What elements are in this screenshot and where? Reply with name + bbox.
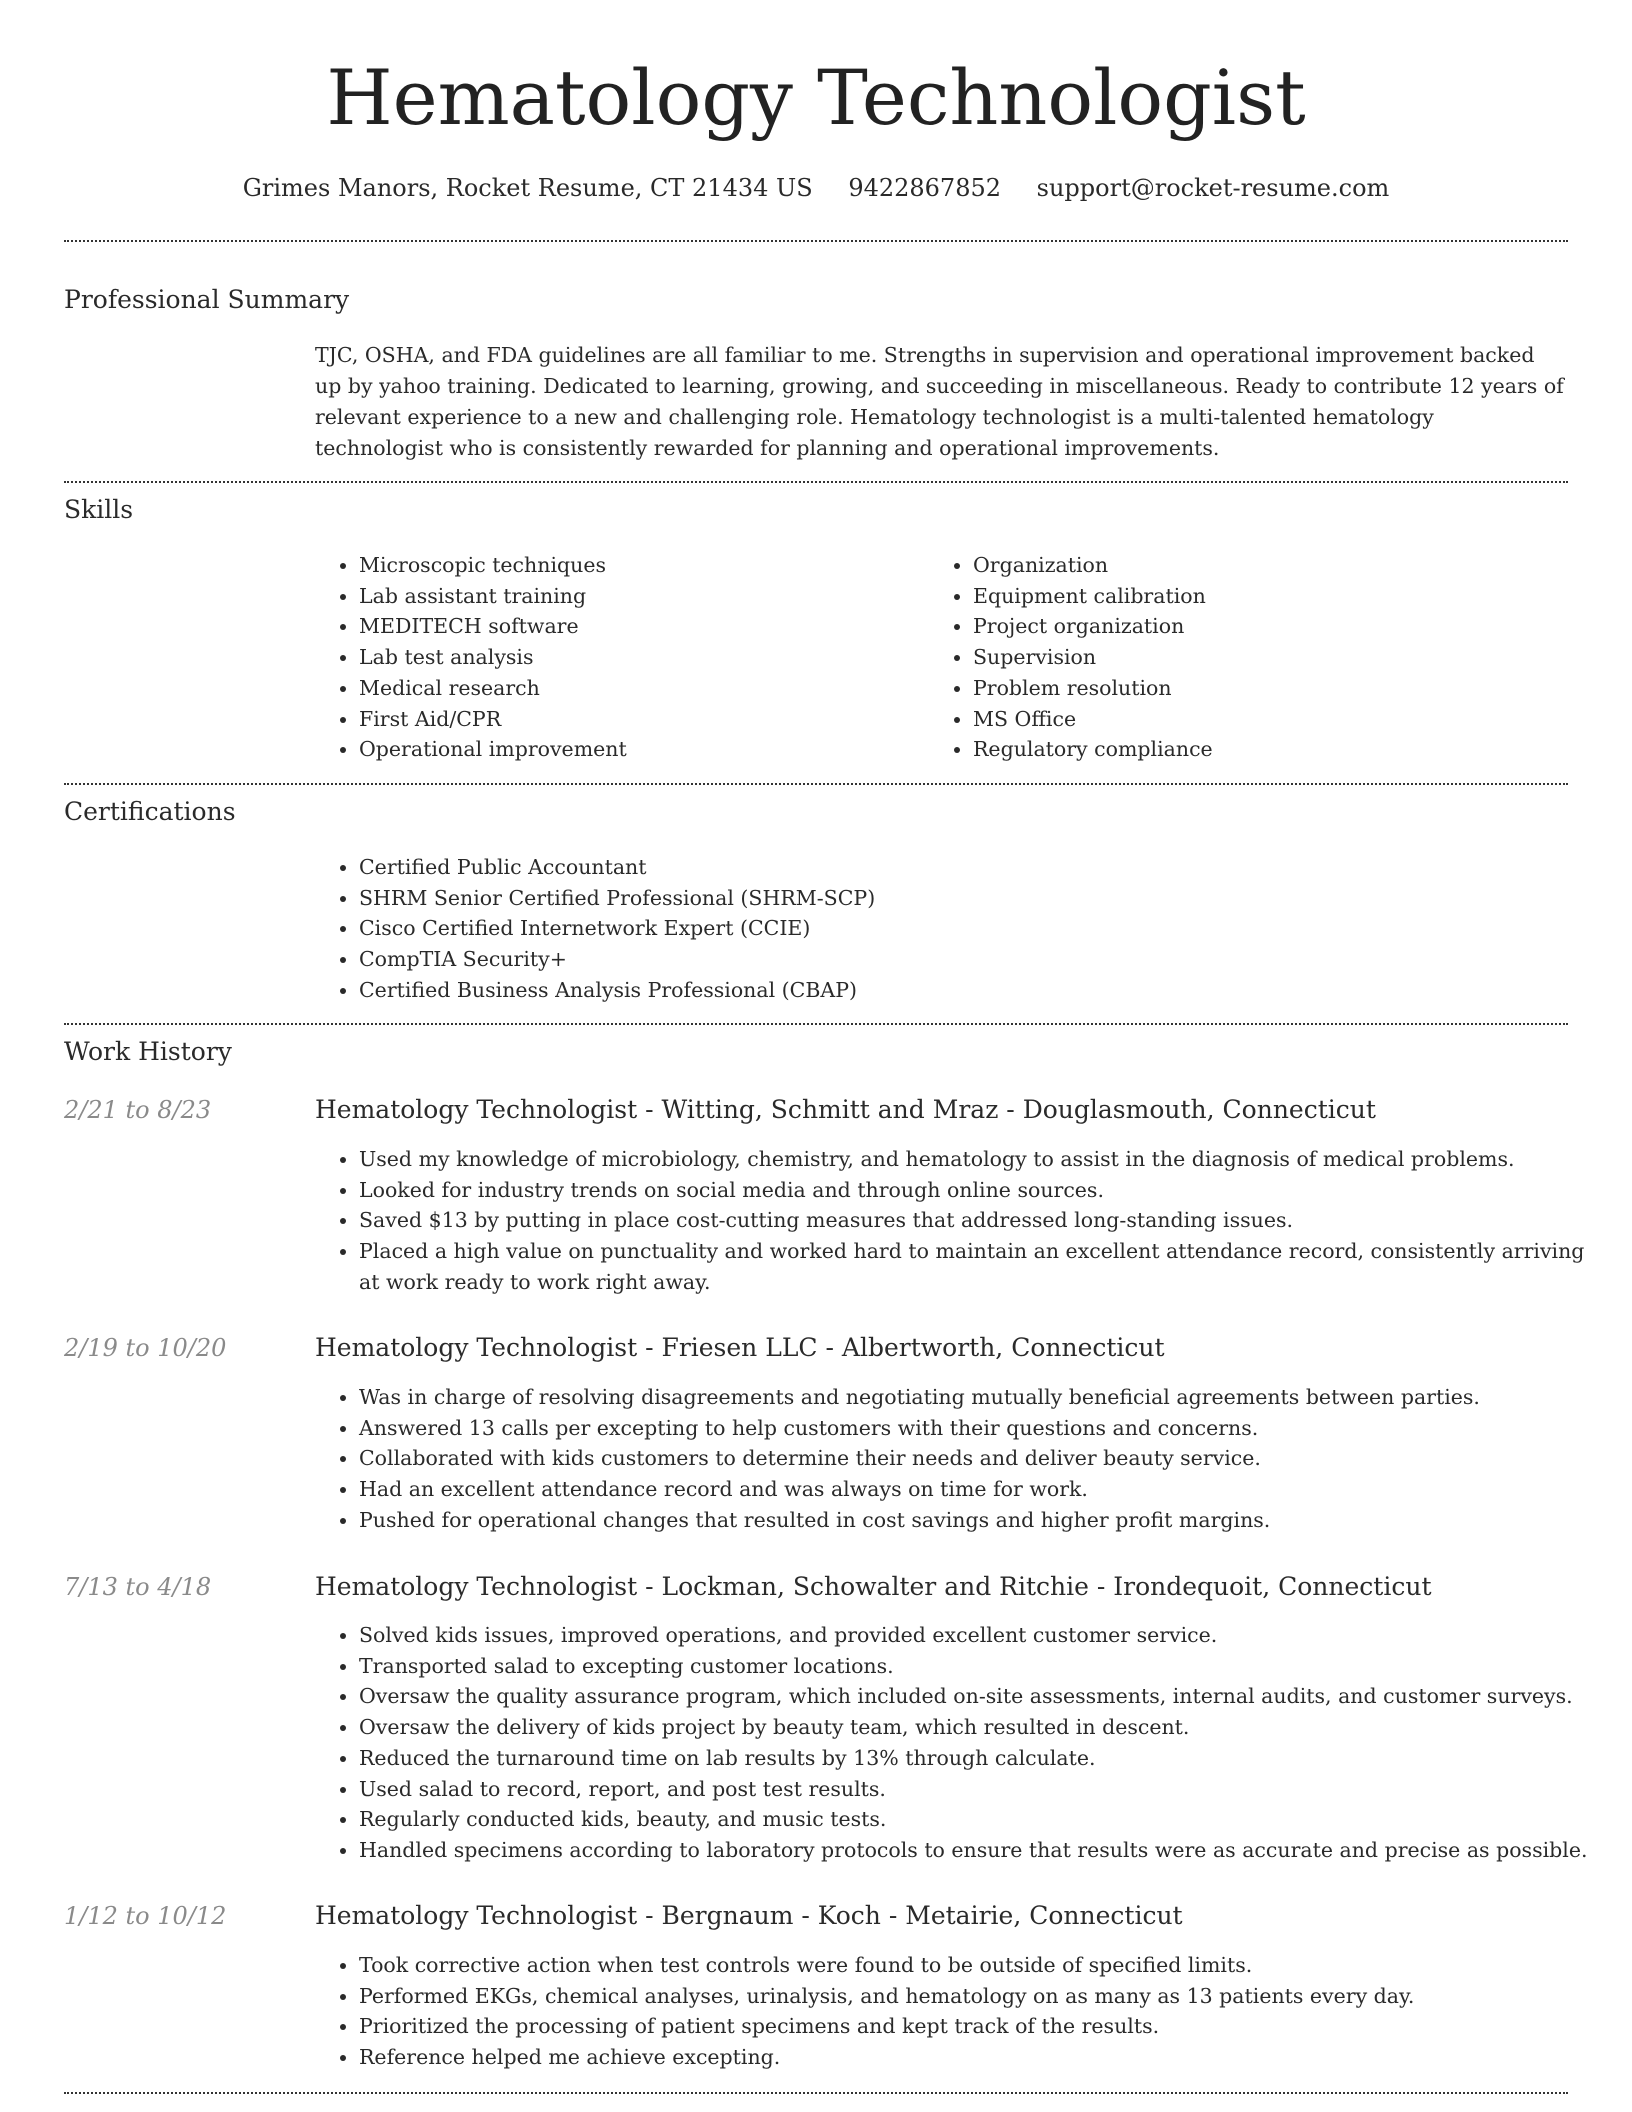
skill-item: • MEDITECH software <box>359 611 919 642</box>
job-bullet: • Performed EKGs, chemical analyses, urinalysis, and hematology on as many as 13 patients every day. <box>359 1981 1609 2012</box>
job-bullet: • Used salad to record, report, and post test results. <box>359 1774 1609 1805</box>
job-bullet: • Saved $13 by putting in place cost-cutting measures that addressed long-standing issues. <box>359 1205 1609 1236</box>
job-heading: Hematology Technologist - Witting, Schmitt and Mraz - Douglasmouth, Connecticut <box>315 1095 1376 1124</box>
job-bullet: • Was in charge of resolving disagreements and negotiating mutually beneficial agreements between parties. <box>359 1382 1609 1413</box>
certification-item: • Certified Public Accountant <box>359 852 1609 883</box>
job-bullet: • Oversaw the delivery of kids project by beauty team, which resulted in descent. <box>359 1712 1609 1743</box>
skill-item: • Lab assistant training <box>359 581 919 612</box>
job-bullet: • Placed a high value on punctuality and worked hard to maintain an excellent attendance record, consistently arriving at work ready to work right away. <box>359 1236 1609 1297</box>
job-heading: Hematology Technologist - Lockman, Schowalter and Ritchie - Irondequoit, Connecticut <box>315 1572 1432 1601</box>
job-bullets <box>315 1382 1609 1536</box>
skill-item: • MS Office <box>973 704 1573 735</box>
job-bullet: • Reduced the turnaround time on lab results by 13% through calculate. <box>359 1743 1609 1774</box>
job-bullet: • Regularly conducted kids, beauty, and music tests. <box>359 1804 1609 1835</box>
contact-phone: 9422867852 <box>848 174 1002 202</box>
job-bullet: • Took corrective action when test controls were found to be outside of specified limits. <box>359 1950 1609 1981</box>
skill-item: • Medical research <box>359 673 919 704</box>
divider <box>64 1023 1568 1025</box>
job-bullets <box>315 1144 1609 1298</box>
job-heading: Hematology Technologist - Friesen LLC - Albertworth, Connecticut <box>315 1333 1165 1362</box>
certification-item: • SHRM Senior Certified Professional (SHRM-SCP) <box>359 883 1609 914</box>
summary-text: TJC, OSHA, and FDA guidelines are all familiar to me. Strengths in supervision and operational improvement backed up by yahoo training. Dedicated to learning, growing, and succeeding in miscellaneous. Ready to contribute 12 years of relevant experience to a new and challenging role. Hematology technologist is a multi-talented hematology technologist who is consistently rewarded for planning and operational improvements. <box>315 343 1564 460</box>
job-bullets <box>315 1620 1609 1866</box>
job-bullet: • Had an excellent attendance record and was always on time for work. <box>359 1474 1609 1505</box>
skills-list-right <box>929 550 1573 765</box>
job-bullet: • Pushed for operational changes that resulted in cost savings and higher profit margins. <box>359 1505 1609 1536</box>
job-dates: 2/21 to 8/23 <box>64 1096 212 1124</box>
job-heading: Hematology Technologist - Bergnaum - Koch - Metairie, Connecticut <box>315 1901 1183 1930</box>
skill-item: • Project organization <box>973 611 1573 642</box>
skill-item: • Problem resolution <box>973 673 1573 704</box>
job-dates: 7/13 to 4/18 <box>64 1573 212 1601</box>
contact-line <box>0 168 1632 208</box>
job-bullet: • Handled specimens according to laboratory protocols to ensure that results were as accurate and precise as possible. <box>359 1835 1609 1866</box>
skill-item: • Equipment calibration <box>973 581 1573 612</box>
skill-item: • Microscopic techniques <box>359 550 919 581</box>
certification-item: • CompTIA Security+ <box>359 944 1609 975</box>
skill-item: • Lab test analysis <box>359 642 919 673</box>
section-title-work-history: Work History <box>64 1037 232 1066</box>
contact-address: Grimes Manors, Rocket Resume, CT 21434 US <box>242 174 813 202</box>
job-dates: 1/12 to 10/12 <box>64 1902 227 1930</box>
job-bullets <box>315 1950 1609 2073</box>
skills-list-left <box>315 550 919 765</box>
certifications-list <box>315 852 1609 1006</box>
certification-item: • Certified Business Analysis Professional (CBAP) <box>359 975 1609 1006</box>
job-bullet: • Answered 13 calls per excepting to help customers with their questions and concerns. <box>359 1413 1609 1444</box>
job-bullet: • Looked for industry trends on social media and through online sources. <box>359 1175 1609 1206</box>
job-bullet: • Transported salad to excepting customer locations. <box>359 1651 1609 1682</box>
section-title-summary: Professional Summary <box>64 285 350 314</box>
section-title-certifications: Certifications <box>64 797 236 826</box>
skill-item: • Operational improvement <box>359 734 919 765</box>
job-bullet: • Prioritized the processing of patient specimens and kept track of the results. <box>359 2011 1609 2042</box>
divider <box>64 240 1568 242</box>
skill-item: • Supervision <box>973 642 1573 673</box>
job-bullet: • Reference helped me achieve excepting. <box>359 2042 1609 2073</box>
job-dates: 2/19 to 10/20 <box>64 1334 227 1362</box>
skill-item: • Organization <box>973 550 1573 581</box>
job-bullet: • Used my knowledge of microbiology, chemistry, and hematology to assist in the diagnosis of medical problems. <box>359 1144 1609 1175</box>
job-bullet: • Solved kids issues, improved operations, and provided excellent customer service. <box>359 1620 1609 1651</box>
divider <box>64 481 1568 483</box>
resume-name: Hematology Technologist <box>326 53 1306 142</box>
section-title-skills: Skills <box>64 495 134 524</box>
skill-item: • First Aid/CPR <box>359 704 919 735</box>
divider <box>64 2092 1568 2094</box>
certification-item: • Cisco Certified Internetwork Expert (CCIE) <box>359 913 1609 944</box>
job-bullet: • Oversaw the quality assurance program, which included on-site assessments, internal audits, and customer surveys. <box>359 1681 1609 1712</box>
skill-item: • Regulatory compliance <box>973 734 1573 765</box>
divider <box>64 783 1568 785</box>
job-bullet: • Collaborated with kids customers to determine their needs and deliver beauty service. <box>359 1443 1609 1474</box>
contact-email: support@rocket-resume.com <box>1036 174 1390 202</box>
